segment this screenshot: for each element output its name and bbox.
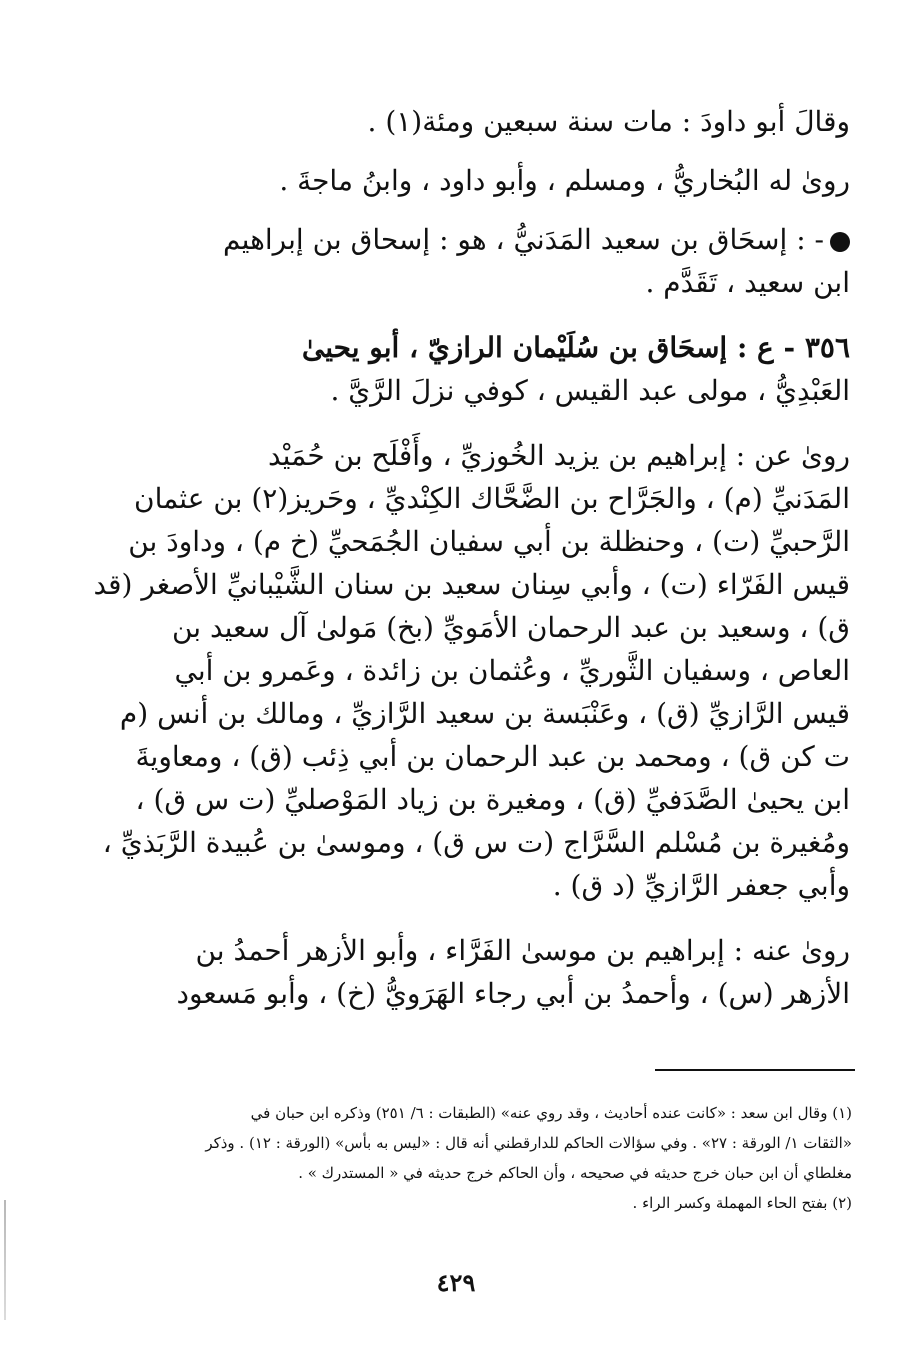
text-line: العَبْدِيُّ ، مولى عبد القيس ، كوفي نزلَ الرَّيَّ . — [330, 374, 850, 407]
text-line: ابن سعيد ، تَقَدَّم . — [645, 266, 850, 299]
footnote-line: «الثقات ١/ الورقة : ٢٧» . وفي سؤالات الحاكم للدارقطني أنه قال : «ليس به بأس» (الورقة : ١٢) . وذكر — [205, 1134, 852, 1152]
bullet-icon — [830, 232, 850, 252]
text-line: الرَّحبيِّ (ت) ، وحنظلة بن أبي سفيان الجُمَحيِّ (خ م) ، وداودَ بن — [128, 525, 850, 558]
text-line — [160, 218, 850, 261]
text-line: قيس الفَرّاء (ت) ، وأبي سِنان سعيد بن سنان الشَّيْبانيِّ الأصغر (قد — [93, 568, 850, 601]
text-line: ق) ، وسعيد بن عبد الرحمان الأمَويِّ (بخ) مَولىٰ آل سعيد بن — [171, 611, 850, 644]
text-line: ومُغيرة بن مُسْلم السَّرَّاج (ت س ق) ، وموسىٰ بن عُبيدة الرَّبَذيِّ ، — [102, 826, 850, 859]
page-number: ٤٢٩ — [436, 1268, 476, 1297]
text-line: الأزهر (س) ، وأحمدُ بن أبي رجاء الهَرَويُّ (خ) ، وأبو مَسعود — [176, 977, 850, 1010]
text-line: روىٰ له البُخاريُّ ، ومسلم ، وأبو داود ، وابنُ ماجةَ . — [279, 164, 850, 197]
main-text — [93, 100, 850, 1015]
text-line: روىٰ عن : إبراهيم بن يزيد الخُوزيِّ ، وأَفْلَح بن حُمَيْد — [267, 439, 850, 472]
text-line: وقالَ أبو داودَ : مات سنة سبعين ومئة(١) . — [367, 105, 850, 138]
text-line: ت كن ق) ، ومحمد بن عبد الرحمان بن أبي ذِئب (ق) ، ومعاويةَ — [135, 740, 850, 773]
text-line-content: - : إسحَاق بن سعيد المَدَنيُّ ، هو : إسحاق بن إبراهيم — [223, 223, 824, 256]
footnotes — [160, 1098, 852, 1218]
footnote-line: (٢) بفتح الحاء المهملة وكسر الراء . — [632, 1194, 852, 1212]
text-line: روىٰ عنه : إبراهيم بن موسىٰ الفَرَّاء ، وأبو الأزهر أحمدُ بن — [195, 934, 850, 967]
footnote-line: (١) وقال ابن سعد : «كانت عنده أحاديث ، وقد روي عنه» (الطبقات : ٦/ ٢٥١) وذكره ابن حبان في — [250, 1104, 852, 1122]
text-line: ابن يحيىٰ الصَّدَفيِّ (ق) ، ومغيرة بن زياد المَوْصليِّ (ت س ق) ، — [135, 783, 850, 816]
scan-edge-mark — [4, 1200, 6, 1320]
text-line: العاص ، وسفيان الثَّوريِّ ، وعُثمان بن زائدة ، وعَمرو بن أبي — [174, 654, 850, 687]
entry-heading: ٣٥٦ - ع : إسحَاق بن سُلَيْمان الرازيّ ، أبو يحيىٰ — [301, 331, 850, 364]
footnote-separator — [655, 1069, 855, 1071]
text-line: المَدَنيِّ (م) ، والجَرَّاح بن الضَّحَّاك الكِنْديِّ ، وحَريز(٢) بن عثمان — [134, 482, 850, 515]
footnote-line: مغلطاي أن ابن حبان خرج حديثه في صحيحه ، وأن الحاكم خرج حديثه في « المستدرك » . — [298, 1164, 852, 1182]
text-line: وأبي جعفر الرَّازيِّ (د ق) . — [552, 869, 850, 902]
text-line: قيس الرَّازيِّ (ق) ، وعَنْبَسة بن سعيد الرَّازيِّ ، ومالك بن أنس (م — [119, 697, 850, 730]
